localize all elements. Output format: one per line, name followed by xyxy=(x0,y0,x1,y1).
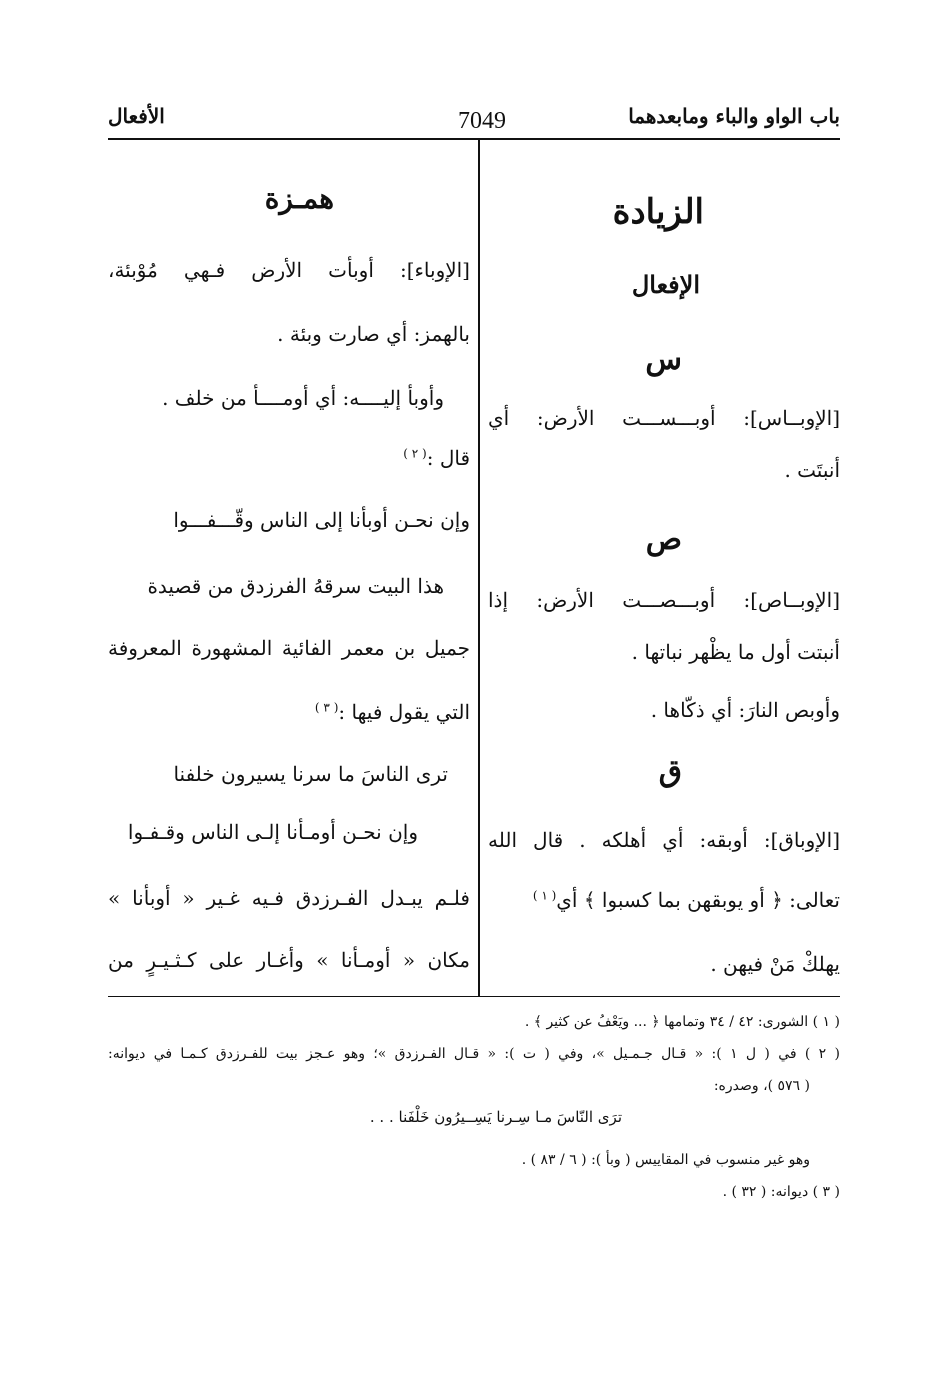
text-line: [الإوباء]: أوبأت الأرض فـهي مُوْبئة، xyxy=(108,258,470,282)
text-line: فلـم يبـدل الفـرزدق فـيه غـير « أوبأنا » xyxy=(108,886,470,910)
text-line: [الإوبــاس]: أوبـــســـت الأرض: أي xyxy=(488,406,840,430)
text-line: [الإوباق]: أوبقه: أي أهلكه . قال الله xyxy=(488,828,840,852)
text-line xyxy=(403,446,470,470)
text-line: بالهمز: أي صارت وبئة . xyxy=(277,322,470,346)
section-title: الأفعال xyxy=(108,104,165,128)
footnote-2-source: وهو غير منسوب في المقاييس ( وبأ ): ( ٦ / ٨٣ ) . xyxy=(521,1152,810,1168)
text-line: [الإوبــاص]: أوبـــصـــت الأرض: إذا xyxy=(488,588,840,612)
text-line: هذا البيت سرقهُ الفرزدق من قصيدة xyxy=(147,574,444,598)
footnote-ref-2: ( ٢ ) xyxy=(403,446,427,461)
footnote-1: ( ١ ) الشورى: ٤٢ / ٣٤ وتمامها ﴿ ... ويَعْفُ عن كثير ﴾ . xyxy=(524,1014,840,1030)
text-line: يهلكْ مَنْ فيهن . xyxy=(710,952,840,976)
text-segment: التي يقول فيها : xyxy=(338,700,470,724)
footnote-2-cont: ( ٥٧٦ )، وصدره: xyxy=(713,1078,810,1094)
footnote-2: ( ٢ ) في ( ل ١ ): « قـال جـمـيل »، وفي ( ت ): « قـال الفـرزدق »؛ وهو عـجز بيت للفـرزدق كـمـا في ديوانه: xyxy=(108,1046,840,1062)
text-line: أنبتَت . xyxy=(784,458,840,482)
text-line xyxy=(533,888,840,912)
text-line: مكان « أومـأنا » وأغـار على كـثـيـرٍ من xyxy=(108,948,470,972)
verse-line: وإن نحـن أوبأنا إلى الناس وقّـــفـــوا xyxy=(173,508,470,532)
footnote-ref-1: ( ١ ) xyxy=(532,888,557,903)
verse-line: ترى الناسَ ما سرنا يسيرون خلفنا xyxy=(173,762,448,786)
text-line: أنبتت أول ما يظْهر نباتها . xyxy=(631,640,840,664)
left-column-heading: همـزة xyxy=(264,182,334,215)
text-segment: تعالى: ﴿ أو يوبقهن بما كسبوا ﴾ أي xyxy=(556,888,840,912)
column-divider xyxy=(478,140,480,996)
text-line xyxy=(315,700,470,724)
text-line: وأوبص النارَ: أي ذكّاها . xyxy=(650,698,840,722)
footnote-3: ( ٣ ) ديوانه: ( ٣٢ ) . xyxy=(722,1184,840,1200)
text-line: وأوبأ إليــــه: أي أومــــأ من خلف . xyxy=(162,386,444,410)
right-column-subtitle: الإفعال xyxy=(631,270,700,299)
page-header xyxy=(108,104,840,136)
verse-line: وإن نحـن أومـأنا إلـى الناس وقـفـوا xyxy=(127,820,418,844)
header-rule xyxy=(108,138,840,140)
letter-heading-sin: س xyxy=(645,342,682,377)
right-column-title: الزيادة xyxy=(612,192,704,232)
text-line: جميل بن معمر الفائية المشهورة المعروفة xyxy=(108,636,470,660)
letter-heading-qaf: ق xyxy=(658,754,682,789)
footnote-verse: ترَى النّاسَ مـا سِـرنا يَسِــيرُون خَلْفَنا . . . xyxy=(369,1108,622,1126)
footnote-ref-3: ( ٣ ) xyxy=(314,700,339,715)
text-segment: قال : xyxy=(426,446,470,470)
page-number: 7049 xyxy=(458,108,506,134)
chapter-title: باب الواو والباء ومابعدهما xyxy=(628,104,840,128)
footnote-rule xyxy=(108,996,840,997)
letter-heading-sad: ص xyxy=(645,522,682,557)
